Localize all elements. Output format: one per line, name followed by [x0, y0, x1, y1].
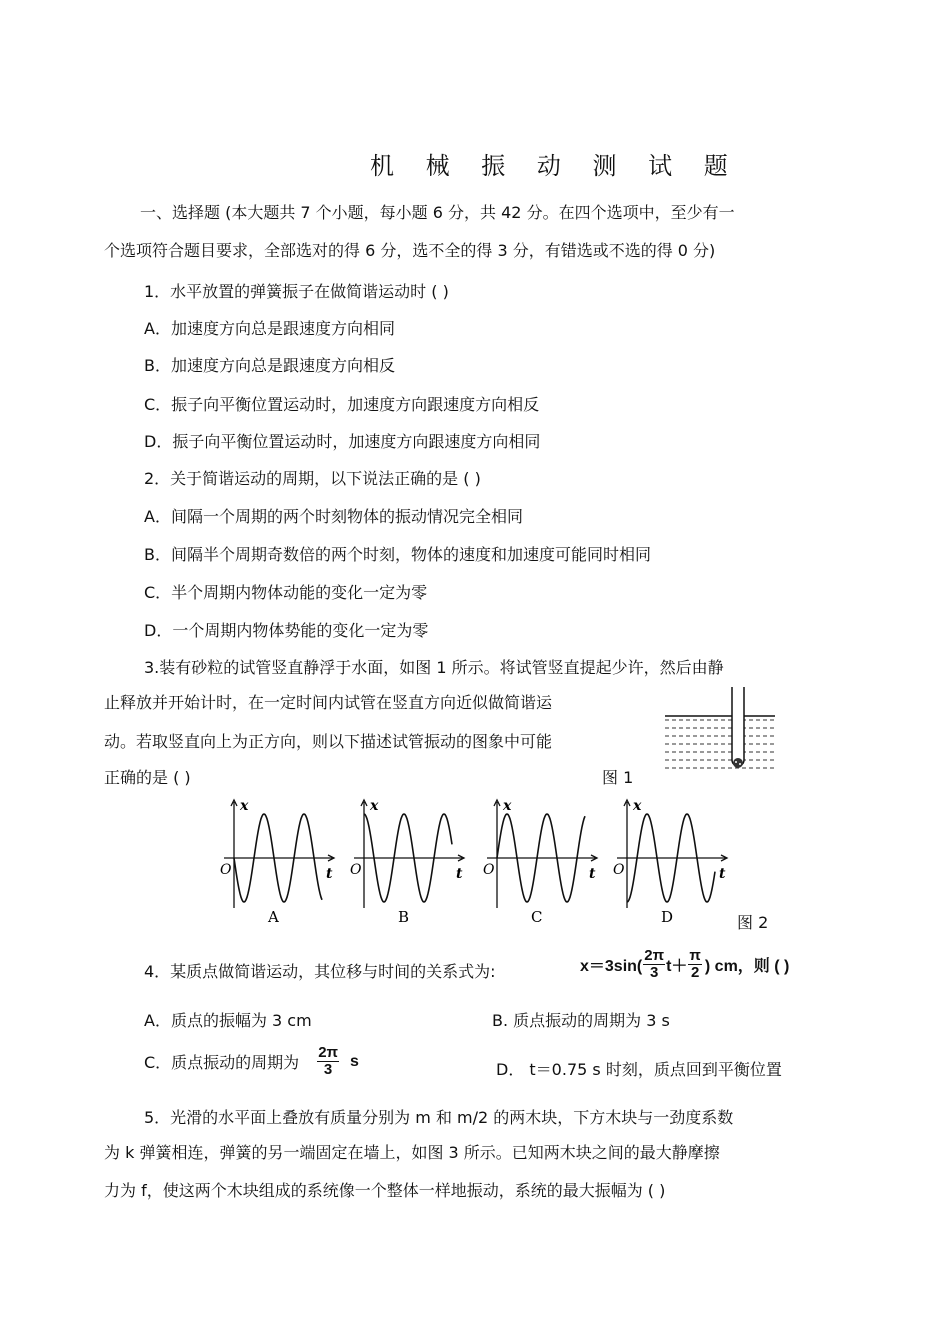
y-axis-label: x	[370, 798, 379, 814]
graph-a	[220, 798, 334, 926]
q1-option-a: A．加速度方向总是跟速度方向相同	[144, 319, 395, 338]
q4-option-b: B. 质点振动的周期为 3 s	[492, 1011, 670, 1030]
origin-label: O	[220, 862, 232, 878]
q4-option-c	[144, 1045, 359, 1078]
graph-d	[613, 798, 727, 926]
q2-option-c: C．半个周期内物体动能的变化一定为零	[144, 583, 428, 602]
y-axis-label: x	[240, 798, 249, 814]
q4-formula-end: ) cm，则 ( )	[704, 958, 790, 975]
graph-b	[350, 798, 464, 926]
q3-line2: 止释放并开始计时，在一定时间内试管在竖直方向近似做简谐运	[104, 693, 553, 712]
q4-formula-mid: t＋	[666, 958, 688, 975]
graph-label: A	[268, 908, 279, 926]
q2-option-d: D．一个周期内物体势能的变化一定为零	[144, 621, 429, 640]
q4-option-a: A．质点的振幅为 3 cm	[144, 1011, 312, 1030]
x-axis-label: t	[326, 866, 333, 882]
q4-fraction-2	[688, 948, 701, 981]
q4-fraction-2-den: 2	[690, 964, 700, 981]
q5-line1: 5．光滑的水平面上叠放有质量分别为 m 和 m/2 的两木块，下方木块与一劲度系数	[144, 1108, 734, 1127]
graph-label: B	[398, 908, 410, 926]
q4-formula	[580, 948, 789, 981]
graph-label: C	[531, 908, 543, 926]
q4-stem: 4．某质点做简谐运动，其位移与时间的关系式为:	[144, 962, 496, 981]
q2-option-b: B．间隔半个周期奇数倍的两个时刻，物体的速度和加速度可能同时相同	[144, 545, 651, 564]
graph-c	[483, 798, 597, 926]
section-header-line2: 个选项符合题目要求，全部选对的得 6 分，选不全的得 3 分，有错选或不选的得 0 分)	[104, 241, 716, 260]
q5-line3: 力为 f，使这两个木块组成的系统像一个整体一样地振动，系统的最大振幅为 ( )	[104, 1181, 666, 1200]
q3-line1: 3.装有砂粒的试管竖直静浮于水面，如图 1 所示。将试管竖直提起少许，然后由静	[144, 658, 724, 677]
q4-fraction-1-den: 3	[649, 964, 659, 981]
q4-fraction-1-num: 2π	[644, 947, 665, 964]
q4-option-d: D． t＝0.75 s 时刻，质点回到平衡位置	[496, 1060, 782, 1079]
q1-option-b: B．加速度方向总是跟速度方向相反	[144, 356, 395, 375]
origin-label: O	[483, 862, 495, 878]
q2-stem: 2．关于简谐运动的周期，以下说法正确的是 ( )	[144, 469, 481, 488]
q1-option-c: C．振子向平衡位置运动时，加速度方向跟速度方向相反	[144, 395, 540, 414]
q1-option-d: D．振子向平衡位置运动时，加速度方向跟速度方向相同	[144, 432, 541, 451]
q4-option-c-num: 2π	[318, 1044, 339, 1061]
q4-option-c-den: 3	[323, 1061, 333, 1078]
q3-line4: 正确的是 ( )	[104, 768, 191, 787]
x-axis-label: t	[456, 866, 463, 882]
q5-line2: 为 k 弹簧相连，弹簧的另一端固定在墙上，如图 3 所示。已知两木块之间的最大静摩擦	[104, 1143, 720, 1162]
q1-stem: 1．水平放置的弹簧振子在做简谐运动时 ( )	[144, 282, 449, 301]
q4-fraction-2-num: π	[689, 947, 701, 964]
page-title: 机 械 振 动 测 试 题	[370, 152, 740, 180]
q4-option-c-fraction	[317, 1045, 339, 1078]
origin-label: O	[613, 862, 625, 878]
origin-label: O	[350, 862, 362, 878]
x-axis-label: t	[719, 866, 726, 882]
q3-line3: 动。若取竖直向上为正方向，则以下描述试管振动的图象中可能	[104, 732, 553, 751]
q4-option-c-unit: s	[350, 1052, 359, 1070]
q4-formula-start: x＝3sin(	[580, 958, 643, 975]
figure-1-test-tube	[660, 686, 780, 776]
section-header-line1: 一、选择题 (本大题共 7 个小题，每小题 6 分，共 42 分。在四个选项中，至少有一	[140, 203, 735, 222]
q4-fraction-1	[643, 948, 665, 981]
x-axis-label: t	[589, 866, 596, 882]
y-axis-label: x	[633, 798, 642, 814]
figure-1-label: 图 1	[602, 768, 634, 787]
graph-label: D	[661, 908, 674, 926]
figure-2-graphs	[205, 796, 745, 931]
q4-option-c-text: C．质点振动的周期为	[144, 1053, 300, 1072]
y-axis-label: x	[503, 798, 512, 814]
figure-2-label: 图 2	[737, 913, 769, 932]
q2-option-a: A．间隔一个周期的两个时刻物体的振动情况完全相同	[144, 507, 523, 526]
